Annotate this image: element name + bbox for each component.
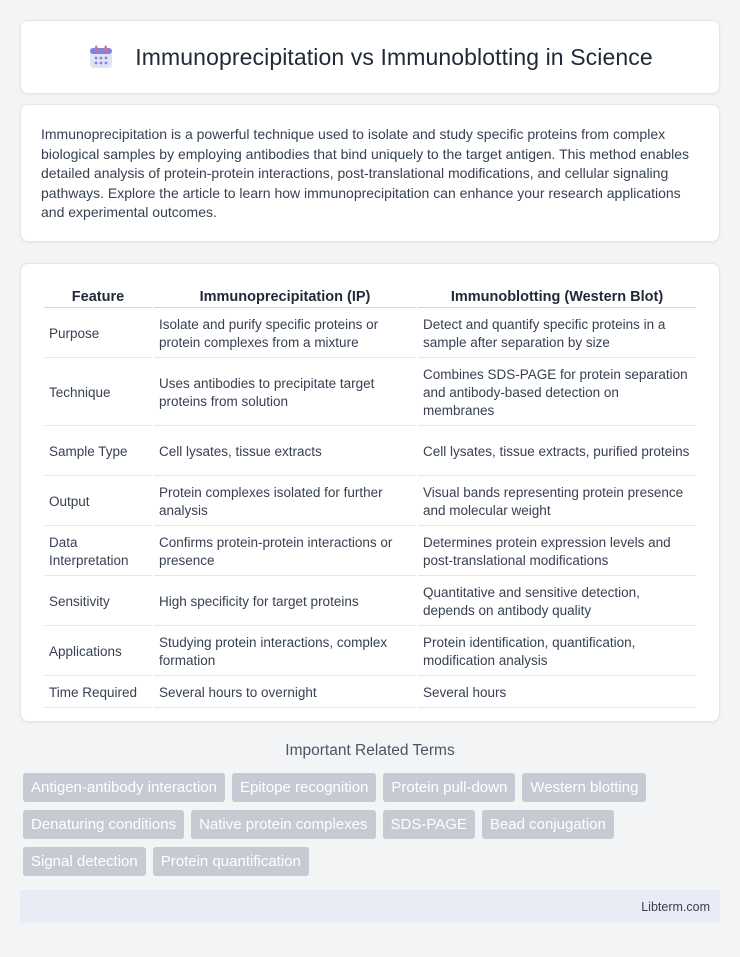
- row-ip: Cell lysates, tissue extracts: [154, 428, 416, 476]
- tag-native-protein-complexes[interactable]: Native protein complexes: [191, 810, 375, 839]
- row-ip: Isolate and purify specific proteins or protein complexes from a mixture: [154, 310, 416, 358]
- row-feature: Output: [44, 478, 152, 526]
- calendar-icon: [87, 43, 115, 71]
- table-row: [44, 478, 696, 526]
- row-feature: Sensitivity: [44, 578, 152, 626]
- tag-epitope-recognition[interactable]: Epitope recognition: [232, 773, 376, 802]
- row-wb: Determines protein expression levels and post-translational modifications: [418, 528, 696, 576]
- row-feature: Sample Type: [44, 428, 152, 476]
- tag-sds-page[interactable]: SDS-PAGE: [383, 810, 475, 839]
- table-row: [44, 628, 696, 676]
- table-row: [44, 678, 696, 708]
- row-ip: Confirms protein-protein interactions or presence: [154, 528, 416, 576]
- row-feature: Applications: [44, 628, 152, 676]
- tag-western-blotting[interactable]: Western blotting: [522, 773, 646, 802]
- footer: [20, 890, 720, 923]
- table-row: [44, 528, 696, 576]
- row-wb: Protein identification, quantification, modification analysis: [418, 628, 696, 676]
- row-ip: Studying protein interactions, complex formation: [154, 628, 416, 676]
- comparison-card: [20, 263, 720, 722]
- row-wb: Cell lysates, tissue extracts, purified proteins: [418, 428, 696, 476]
- tag-bead-conjugation[interactable]: Bead conjugation: [482, 810, 614, 839]
- row-feature: Purpose: [44, 310, 152, 358]
- page-header: [20, 20, 720, 94]
- table-row: [44, 310, 696, 358]
- tag-antigen-antibody-interaction[interactable]: Antigen-antibody interaction: [23, 773, 225, 802]
- header-feature: Feature: [44, 286, 152, 308]
- comparison-table: [42, 284, 698, 710]
- row-feature: Time Required: [44, 678, 152, 708]
- row-wb: Several hours: [418, 678, 696, 708]
- tag-signal-detection[interactable]: Signal detection: [23, 847, 146, 876]
- tag-list: [20, 773, 720, 876]
- row-wb: Combines SDS-PAGE for protein separation and antibody-based detection on membranes: [418, 360, 696, 426]
- header-western-blot: Immunoblotting (Western Blot): [418, 286, 696, 308]
- intro-text: Immunoprecipitation is a powerful technique used to isolate and study specific proteins from complex biological samples by employing antibodies that bind uniquely to the target antigen. This method enables detailed analysis of protein-protein interactions, post-translational modifications, and cellular signaling pathways. Explore the article to learn how immunoprecipitation can enhance your research applications and experimental outcomes.: [41, 126, 690, 221]
- tag-protein-pull-down[interactable]: Protein pull-down: [383, 773, 515, 802]
- tag-protein-quantification[interactable]: Protein quantification: [153, 847, 309, 876]
- page-title: Immunoprecipitation vs Immunoblotting in Science: [135, 43, 653, 70]
- related-terms: [20, 742, 720, 876]
- row-ip: Protein complexes isolated for further analysis: [154, 478, 416, 526]
- row-ip: Uses antibodies to precipitate target proteins from solution: [154, 360, 416, 426]
- table-row: [44, 578, 696, 626]
- intro-card: [20, 104, 720, 242]
- tag-denaturing-conditions[interactable]: Denaturing conditions: [23, 810, 184, 839]
- row-wb: Visual bands representing protein presence and molecular weight: [418, 478, 696, 526]
- table-row: [44, 360, 696, 426]
- row-feature: Data Interpretation: [44, 528, 152, 576]
- row-ip: Several hours to overnight: [154, 678, 416, 708]
- row-wb: Detect and quantify specific proteins in a sample after separation by size: [418, 310, 696, 358]
- row-ip: High specificity for target proteins: [154, 578, 416, 626]
- table-header-row: [44, 286, 696, 308]
- footer-brand-link[interactable]: Libterm.com: [641, 899, 710, 914]
- row-wb: Quantitative and sensitive detection, depends on antibody quality: [418, 578, 696, 626]
- row-feature: Technique: [44, 360, 152, 426]
- header-ip: Immunoprecipitation (IP): [154, 286, 416, 308]
- table-row: [44, 428, 696, 476]
- related-terms-title: Important Related Terms: [285, 742, 455, 759]
